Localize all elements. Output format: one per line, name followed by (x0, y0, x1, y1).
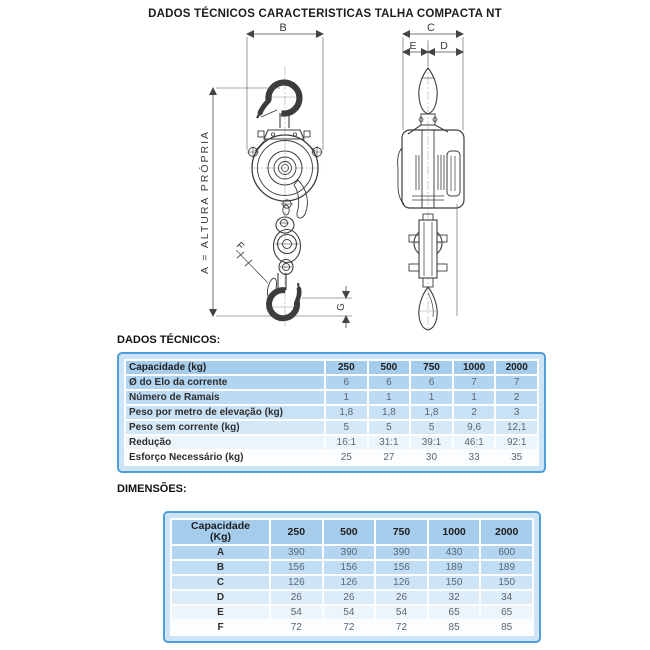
label-cell: Peso por metro de elevação (kg) (125, 405, 325, 420)
value-cell: 72 (270, 620, 323, 635)
table-header-row (125, 360, 538, 375)
dim-label-a: A = ALTURA PRÓPRIA (199, 129, 211, 275)
side-hook-block (409, 214, 447, 287)
label-cell: F (171, 620, 270, 635)
technical-table-panel (117, 352, 546, 473)
value-cell: 156 (270, 560, 323, 575)
value-cell: 2 (495, 390, 538, 405)
value-cell: 30 (410, 450, 453, 465)
value-cell: 1,8 (368, 405, 411, 420)
hoist-line-drawing (150, 20, 550, 332)
table-row (171, 605, 533, 620)
value-cell: 3 (495, 405, 538, 420)
top-hook (257, 83, 299, 128)
value-cell: 6 (325, 375, 368, 390)
table-row (125, 390, 538, 405)
side-housing (398, 125, 464, 208)
value-cell: 6 (368, 375, 411, 390)
table-row (171, 590, 533, 605)
value-cell: 390 (375, 545, 428, 560)
value-cell: 126 (270, 575, 323, 590)
label-cell: Número de Ramais (125, 390, 325, 405)
value-cell: 156 (375, 560, 428, 575)
value-cell: 39:1 (410, 435, 453, 450)
header-line: (Kg) (210, 531, 231, 543)
value-cell: 1 (368, 390, 411, 405)
dim-label-d: D (440, 40, 448, 52)
value-cell: 1 (453, 390, 496, 405)
label-cell: Ø do Elo da corrente (125, 375, 325, 390)
section-heading-technical: DADOS TÉCNICOS: (117, 334, 221, 346)
value-cell: 6 (410, 375, 453, 390)
value-cell: 16:1 (325, 435, 368, 450)
value-cell: 9,6 (453, 420, 496, 435)
value-cell: 5 (325, 420, 368, 435)
value-cell: 54 (270, 605, 323, 620)
value-cell: 390 (323, 545, 376, 560)
value-cell: 189 (428, 560, 481, 575)
table-row (171, 575, 533, 590)
dim-label-e: E (409, 40, 417, 52)
header-cell: 2000 (495, 360, 538, 375)
header-cell: Capacidade (kg) (125, 360, 325, 375)
table-row (125, 420, 538, 435)
value-cell: 34 (480, 590, 533, 605)
value-cell: 25 (325, 450, 368, 465)
value-cell: 7 (453, 375, 496, 390)
page-title: DADOS TÉCNICOS CARACTERISTICAS TALHA COMPACTA NT (148, 8, 502, 20)
value-cell: 26 (270, 590, 323, 605)
value-cell: 26 (375, 590, 428, 605)
value-cell: 65 (480, 605, 533, 620)
value-cell: 72 (375, 620, 428, 635)
value-cell: 32 (428, 590, 481, 605)
side-view (398, 46, 464, 330)
value-cell: 31:1 (368, 435, 411, 450)
header-cell: 250 (270, 519, 323, 545)
value-cell: 1 (325, 390, 368, 405)
table-row (171, 560, 533, 575)
label-cell: Redução (125, 435, 325, 450)
table-row (125, 435, 538, 450)
header-line: Capacidade (191, 520, 250, 532)
table-row (125, 450, 538, 465)
header-cell: 250 (325, 360, 368, 375)
front-view (247, 66, 323, 326)
bottom-link-plates (274, 205, 301, 275)
dimensions-table (170, 518, 534, 636)
value-cell: 72 (323, 620, 376, 635)
value-cell: 150 (428, 575, 481, 590)
table-row (171, 620, 533, 635)
value-cell: 7 (495, 375, 538, 390)
value-cell: 1,8 (410, 405, 453, 420)
dim-label-c: C (427, 22, 435, 34)
value-cell: 27 (368, 450, 411, 465)
value-cell: 430 (428, 545, 481, 560)
bottom-hook (266, 273, 300, 318)
header-cell: 750 (410, 360, 453, 375)
header-cell (171, 519, 270, 545)
label-cell: C (171, 575, 270, 590)
value-cell: 46:1 (453, 435, 496, 450)
value-cell: 2 (453, 405, 496, 420)
header-cell: 1000 (428, 519, 481, 545)
dimensions-table-panel (163, 511, 541, 643)
value-cell: 150 (480, 575, 533, 590)
value-cell: 5 (410, 420, 453, 435)
value-cell: 126 (323, 575, 376, 590)
section-heading-dimensions: DIMENSÕES: (117, 483, 187, 495)
value-cell: 189 (480, 560, 533, 575)
label-cell: E (171, 605, 270, 620)
dim-label-b: B (279, 22, 287, 34)
value-cell: 12,1 (495, 420, 538, 435)
value-cell: 600 (480, 545, 533, 560)
value-cell: 54 (323, 605, 376, 620)
header-cell: 2000 (480, 519, 533, 545)
value-cell: 390 (270, 545, 323, 560)
header-cell: 500 (323, 519, 376, 545)
label-cell: Peso sem corrente (kg) (125, 420, 325, 435)
value-cell: 26 (323, 590, 376, 605)
value-cell: 85 (428, 620, 481, 635)
header-cell: 750 (375, 519, 428, 545)
table-row (171, 545, 533, 560)
header-cell: 500 (368, 360, 411, 375)
value-cell: 92:1 (495, 435, 538, 450)
label-cell: A (171, 545, 270, 560)
value-cell: 5 (368, 420, 411, 435)
label-cell: D (171, 590, 270, 605)
value-cell: 54 (375, 605, 428, 620)
table-row (125, 405, 538, 420)
technical-table (124, 359, 539, 466)
dim-label-g: G (336, 303, 347, 311)
value-cell: 85 (480, 620, 533, 635)
value-cell: 1,8 (325, 405, 368, 420)
value-cell: 65 (428, 605, 481, 620)
dim-label-f: F (233, 240, 246, 253)
value-cell: 126 (375, 575, 428, 590)
value-cell: 156 (323, 560, 376, 575)
label-cell: Esforço Necessário (kg) (125, 450, 325, 465)
value-cell: 33 (453, 450, 496, 465)
header-cell: 1000 (453, 360, 496, 375)
value-cell: 35 (495, 450, 538, 465)
label-cell: B (171, 560, 270, 575)
technical-drawing (150, 20, 550, 332)
table-row (125, 375, 538, 390)
value-cell: 1 (410, 390, 453, 405)
table-header-row (171, 519, 533, 545)
